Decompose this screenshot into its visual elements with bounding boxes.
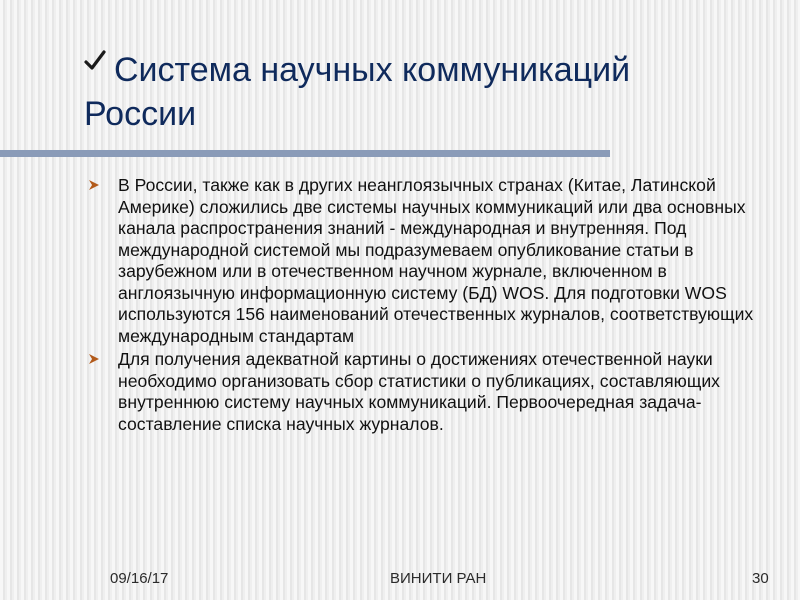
slide-title bbox=[84, 48, 774, 136]
bullet-item bbox=[88, 349, 768, 435]
title-line-1: Система научных коммуникаций bbox=[114, 51, 631, 89]
title-line-2: России bbox=[84, 95, 197, 133]
arrowhead-icon bbox=[88, 179, 100, 191]
footer-date: 09/16/17 bbox=[110, 570, 169, 587]
title-divider bbox=[0, 150, 610, 157]
bullet-text: Для получения адекватной картины о достижениях отечественной науки необходимо организовать сбор статистики о публикациях, составляющих внутреннюю систему научных коммуникаций. Первоочередная задача- составление списка научных журналов. bbox=[118, 349, 720, 434]
bullet-text: В России, также как в других неанглоязычных странах (Китае, Латинской Америке) сложились две системы научных коммуникаций или два основных канала распространения знаний - международная и внутренняя. Под международной системой мы подразумеваем опубликование статьи в зарубежном или в отечественном научном журнале, включенном в англоязычную информационную систему (БД) WOS. Для подготовки WOS используются 156 наименований отечественных журналов, соответствующих международным стандартам bbox=[118, 175, 754, 346]
arrowhead-icon bbox=[88, 353, 100, 365]
bullet-item bbox=[88, 175, 768, 347]
bullet-list bbox=[88, 175, 768, 437]
checkmark-icon bbox=[82, 48, 112, 78]
footer-organization: ВИНИТИ РАН bbox=[390, 570, 487, 587]
page-number: 30 bbox=[752, 570, 769, 587]
